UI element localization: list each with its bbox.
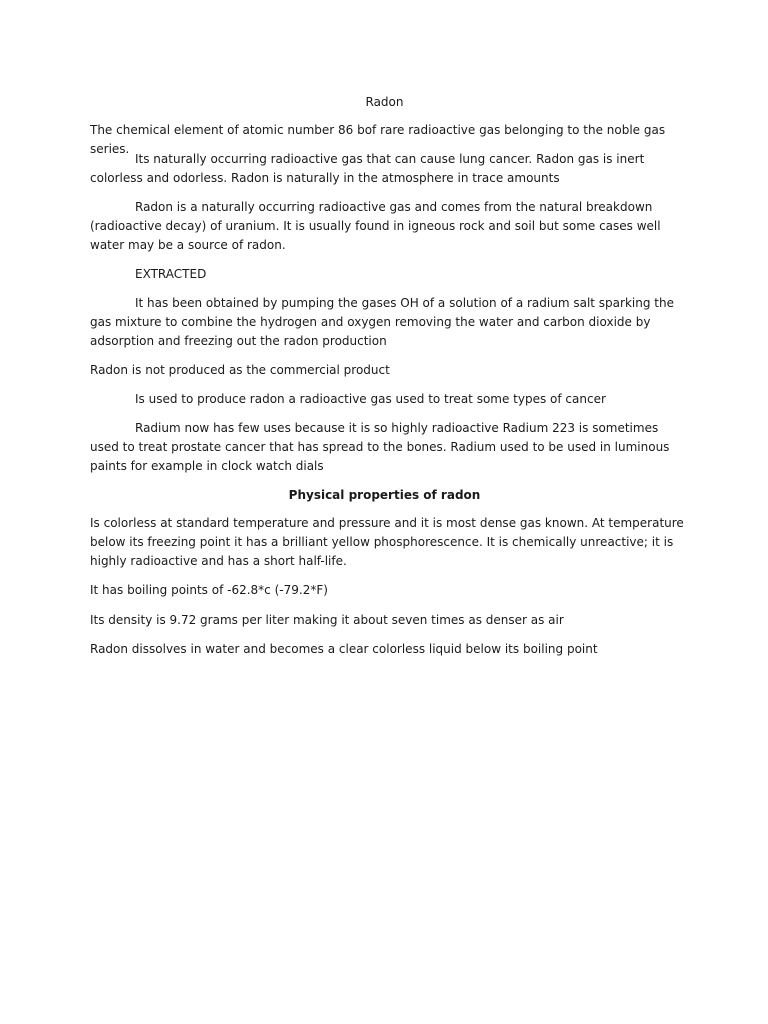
extracted-heading: EXTRACTED [135,267,207,281]
page-title: Radon [365,95,404,109]
paragraph-2: Its naturally occurring radioactive gas that can cause lung cancer. Radon gas is inert colorless and odorless. Radon is naturally in the atmosphere in trace amounts [90,152,645,186]
paragraph-4: It has been obtained by pumping the gases OH of a solution of a radium salt sparking the gas mixture to combine the hydrogen and oxygen removing the water and carbon dioxide by adsorption and freezing out the radon production [90,296,674,349]
property-3: Its density is 9.72 grams per liter making it about seven times as denser as air [90,613,564,627]
section-heading: Physical properties of radon [288,488,481,502]
property-2: It has boiling points of -62.8*c (-79.2*F) [90,583,328,597]
paragraph-6: Is used to produce radon a radioactive gas used to treat some types of cancer [135,392,606,406]
paragraph-5: Radon is not produced as the commercial product [90,363,390,377]
paragraph-1: The chemical element of atomic number 86 bof rare radioactive gas belonging to the noble gas series. [90,123,666,157]
paragraph-3: Radon is a naturally occurring radioactive gas and comes from the natural breakdown (radioactive decay) of uranium. It is usually found in igneous rock and soil but some cases well water may be a source of radon. [90,200,661,253]
property-1: Is colorless at standard temperature and pressure and it is most dense gas known. At temperature below its freezing point it has a brilliant yellow phosphorescence. It is chemically unreactive; it is highly radioactive and has a short half-life. [90,516,684,569]
paragraph-7: Radium now has few uses because it is so highly radioactive Radium 223 is sometimes used to treat prostate cancer that has spread to the bones. Radium used to be used in luminous paints for example in clock watch dials [90,421,670,474]
property-4: Radon dissolves in water and becomes a clear colorless liquid below its boiling point [90,642,598,656]
